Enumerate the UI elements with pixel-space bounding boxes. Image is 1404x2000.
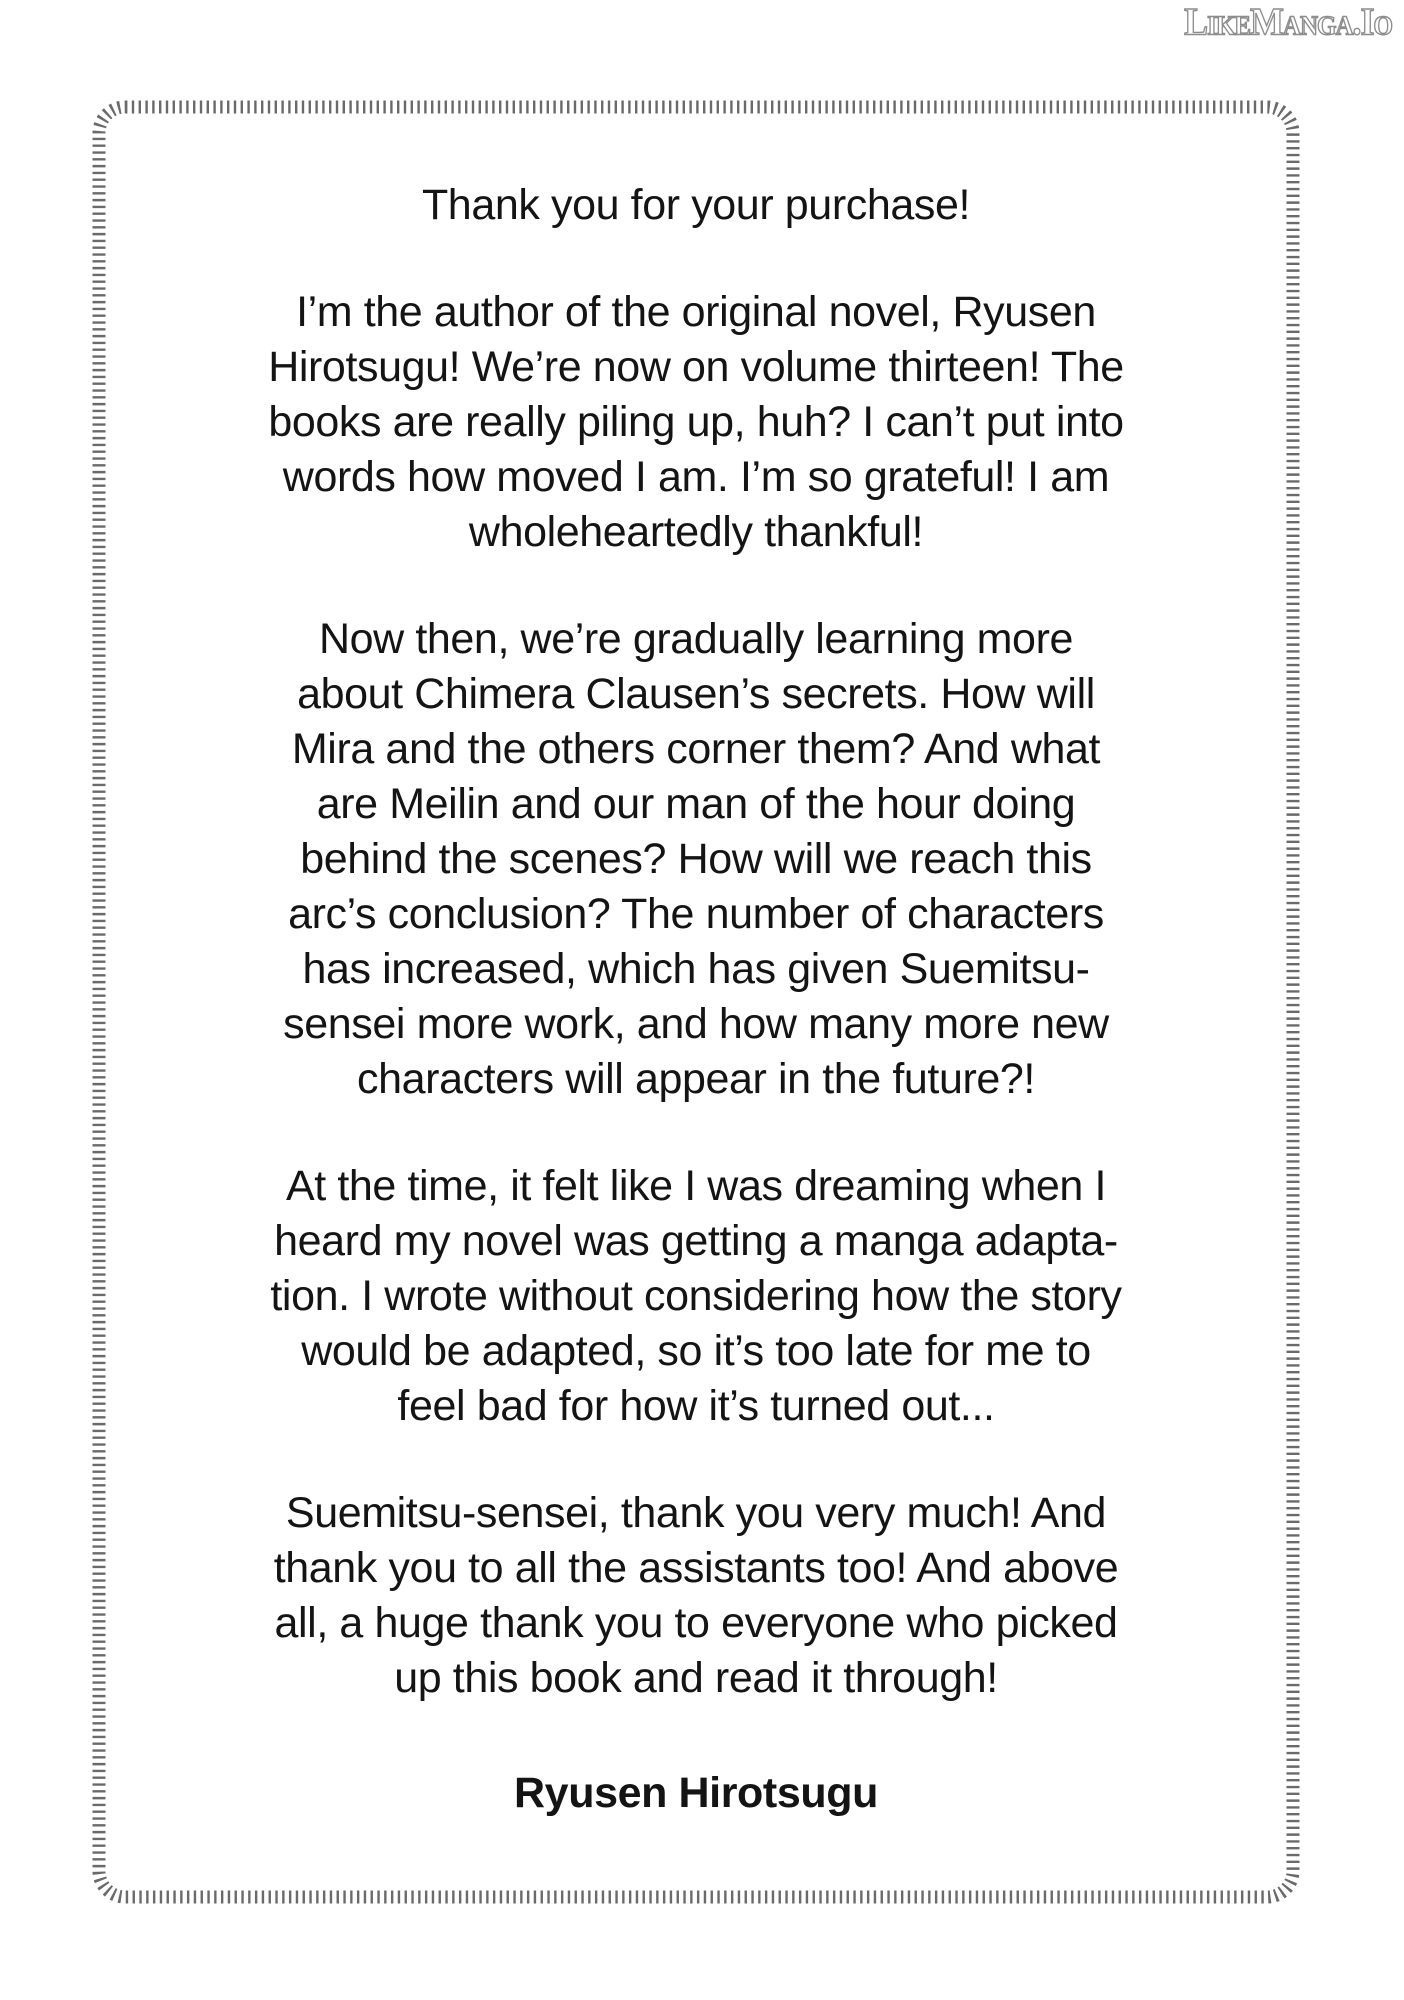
text-line: has increased, which has given Suemitsu-	[302, 945, 1090, 993]
text-line: heard my novel was getting a manga adapta-	[274, 1217, 1118, 1265]
text-line: At the time, it felt like I was dreaming when I	[285, 1162, 1107, 1210]
paragraph	[112, 612, 1280, 1107]
text-line: tion. I wrote without considering how the story	[270, 1272, 1122, 1320]
text-line: feel bad for how it’s turned out...	[397, 1382, 995, 1430]
text-line: thank you to all the assistants too! And above	[273, 1544, 1119, 1592]
paragraph	[112, 285, 1280, 560]
author-signature: Ryusen Hirotsugu	[514, 1769, 878, 1817]
text-line: Hirotsugu! We’re now on volume thirteen! The	[268, 343, 1124, 391]
text-line: all, a huge thank you to everyone who picked	[274, 1599, 1118, 1647]
site-watermark-logo: LikeManga.Io	[1184, 0, 1392, 44]
paragraph	[112, 178, 1280, 233]
afterword-text	[112, 178, 1280, 1821]
paragraph	[112, 1486, 1280, 1706]
text-line: Mira and the others corner them? And what	[291, 725, 1101, 773]
text-line: Now then, we’re gradually learning more	[318, 615, 1073, 663]
text-line: arc’s conclusion? The number of characters	[288, 890, 1104, 938]
text-line: are Meilin and our man of the hour doing	[316, 780, 1076, 828]
text-line: books are really piling up, huh? I can’t put into	[268, 398, 1124, 446]
text-line: would be adapted, so it’s too late for me to	[301, 1327, 1091, 1375]
text-line: I’m the author of the original novel, Ryusen	[296, 288, 1096, 336]
paragraph	[112, 1159, 1280, 1434]
text-line: Suemitsu-sensei, thank you very much! And	[285, 1489, 1107, 1537]
text-line: up this book and read it through!	[394, 1654, 998, 1702]
text-line: behind the scenes? How will we reach this	[300, 835, 1092, 883]
text-line: Thank you for your purchase!	[421, 181, 971, 229]
text-line: sensei more work, and how many more new	[283, 1000, 1109, 1048]
text-line: words how moved I am. I’m so grateful! I am	[282, 453, 1110, 501]
text-line: wholeheartedly thankful!	[468, 508, 924, 556]
text-line: characters will appear in the future?!	[357, 1055, 1035, 1103]
text-line: about Chimera Clausen’s secrets. How will	[297, 670, 1095, 718]
